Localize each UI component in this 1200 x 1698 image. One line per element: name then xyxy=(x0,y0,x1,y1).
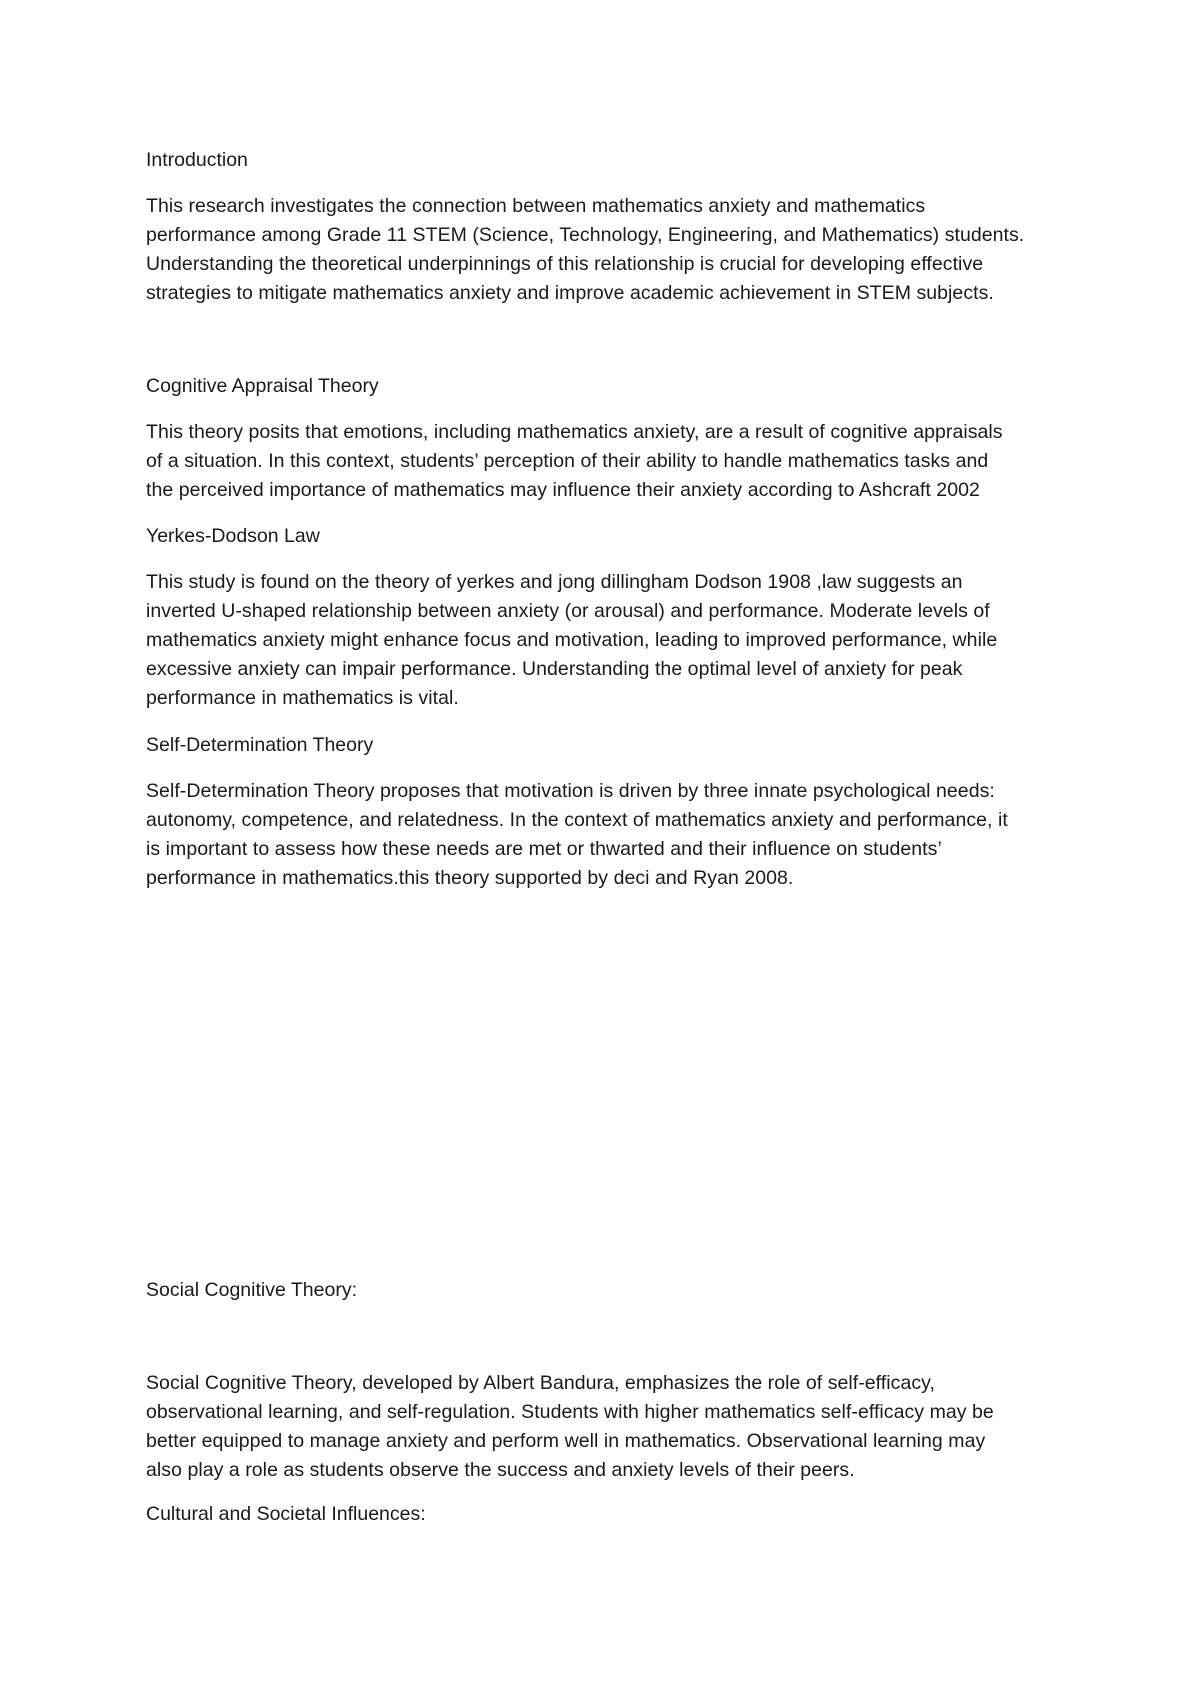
heading-social-cognitive: Social Cognitive Theory: xyxy=(146,1279,357,1301)
paragraph-line: also play a role as students observe the success and anxiety levels of their peers. xyxy=(146,1459,855,1481)
paragraph-line: autonomy, competence, and relatedness. In the context of mathematics anxiety and performance, it xyxy=(146,809,1008,831)
paragraph-line: is important to assess how these needs are met or thwarted and their influence on students’ xyxy=(146,838,942,860)
heading-introduction: Introduction xyxy=(146,149,248,171)
paragraph-line: performance in mathematics.this theory supported by deci and Ryan 2008. xyxy=(146,867,794,889)
paragraph-social-cognitive xyxy=(146,1369,1076,1485)
paragraph-line: This study is found on the theory of yerkes and jong dillingham Dodson 1908 ,law suggests an xyxy=(146,571,963,593)
paragraph-line: Understanding the theoretical underpinnings of this relationship is crucial for developing effective xyxy=(146,253,984,275)
paragraph-line: Social Cognitive Theory, developed by Albert Bandura, emphasizes the role of self-efficacy, xyxy=(146,1372,935,1394)
paragraph-line: This research investigates the connection between mathematics anxiety and mathematics xyxy=(146,195,926,217)
paragraph-self-determination xyxy=(146,777,1076,893)
heading-cultural-societal: Cultural and Societal Influences: xyxy=(146,1503,426,1525)
paragraph-line: Self-Determination Theory proposes that motivation is driven by three innate psychological needs: xyxy=(146,780,995,802)
paragraph-line: performance among Grade 11 STEM (Science, Technology, Engineering, and Mathematics) students. xyxy=(146,224,1025,246)
paragraph-line: of a situation. In this context, students’ perception of their ability to handle mathematics tasks and xyxy=(146,450,989,472)
paragraph-introduction xyxy=(146,192,1076,308)
paragraph-line: better equipped to manage anxiety and perform well in mathematics. Observational learning may xyxy=(146,1430,986,1452)
paragraph-line: excessive anxiety can impair performance. Understanding the optimal level of anxiety for peak xyxy=(146,658,963,680)
paragraph-line: This theory posits that emotions, including mathematics anxiety, are a result of cognitive appraisals xyxy=(146,421,1003,443)
paragraph-line: observational learning, and self-regulation. Students with higher mathematics self-efficacy may be xyxy=(146,1401,994,1423)
paragraph-line: strategies to mitigate mathematics anxiety and improve academic achievement in STEM subjects. xyxy=(146,282,994,304)
heading-yerkes-dodson: Yerkes-Dodson Law xyxy=(146,525,320,547)
paragraph-yerkes-dodson xyxy=(146,568,1076,713)
heading-cognitive-appraisal: Cognitive Appraisal Theory xyxy=(146,375,379,397)
paragraph-line: performance in mathematics is vital. xyxy=(146,687,459,709)
heading-self-determination: Self-Determination Theory xyxy=(146,734,374,756)
paragraph-line: the perceived importance of mathematics may influence their anxiety according to Ashcraft 2002 xyxy=(146,479,980,501)
paragraph-line: inverted U-shaped relationship between anxiety (or arousal) and performance. Moderate levels of xyxy=(146,600,990,622)
paragraph-cognitive-appraisal xyxy=(146,418,1076,505)
paragraph-line: mathematics anxiety might enhance focus and motivation, leading to improved performance, while xyxy=(146,629,998,651)
